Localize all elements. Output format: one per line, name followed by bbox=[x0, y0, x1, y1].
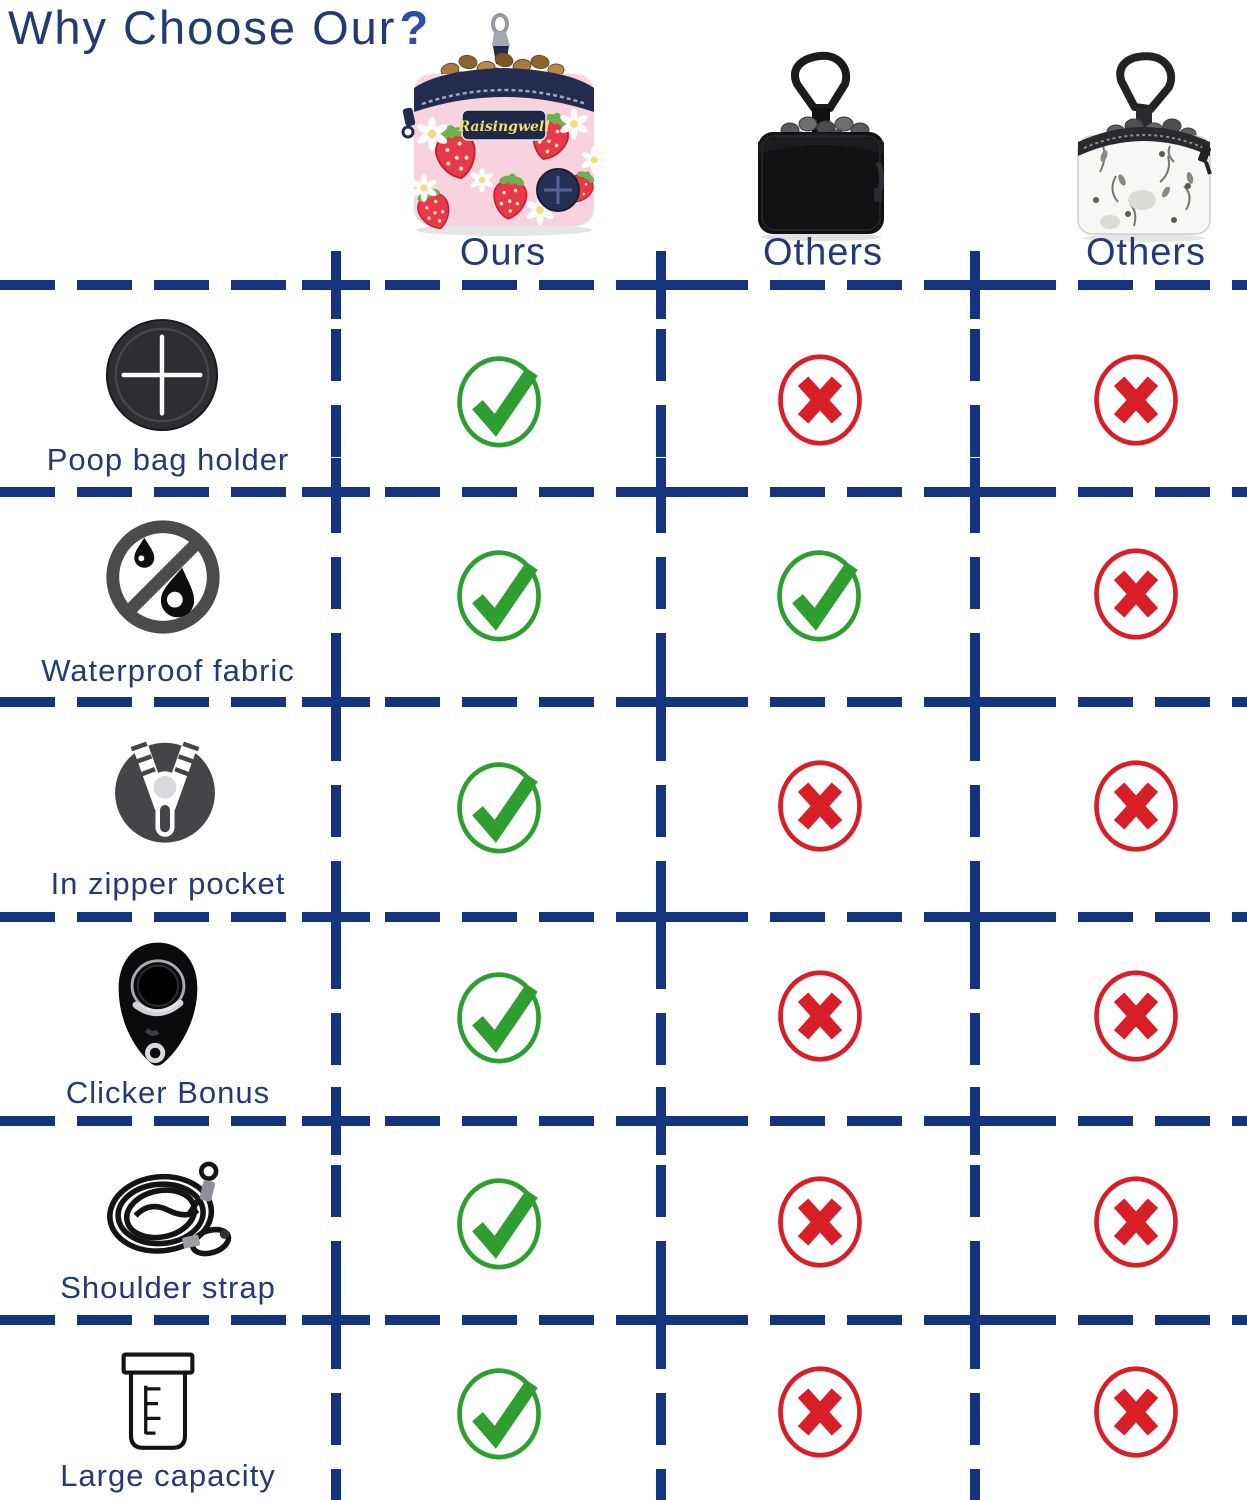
grid-plus-v bbox=[656, 458, 666, 526]
cell-cross bbox=[1089, 1361, 1183, 1463]
title-question-mark: ? bbox=[399, 1, 431, 54]
grid-hline bbox=[0, 280, 1247, 290]
grid-hline bbox=[0, 487, 1247, 497]
grid-plus-v bbox=[331, 251, 341, 319]
feature-label: Waterproof fabric bbox=[41, 653, 295, 688]
grid-plus-v bbox=[970, 251, 980, 319]
cross-icon bbox=[773, 349, 867, 451]
cross-icon bbox=[1089, 755, 1183, 857]
check-icon bbox=[453, 543, 547, 645]
check-icon bbox=[453, 965, 547, 1067]
grid-plus-v bbox=[656, 1286, 666, 1354]
check-icon bbox=[773, 543, 867, 645]
feature-label: Poop bag holder bbox=[46, 442, 290, 477]
feature-label: In zipper pocket bbox=[50, 866, 286, 901]
check-icon bbox=[453, 1361, 547, 1463]
poop-bag-dispenser bbox=[537, 169, 579, 211]
grid-plus-v bbox=[970, 458, 980, 526]
clicker-icon bbox=[110, 936, 206, 1074]
feature-icon-wrap bbox=[110, 936, 206, 1074]
feature-icon-wrap bbox=[113, 1347, 203, 1457]
cell-check bbox=[453, 349, 547, 451]
cell-cross bbox=[773, 1171, 867, 1273]
column-label-others-2: Others bbox=[1085, 231, 1207, 274]
capacity-icon bbox=[113, 1347, 203, 1457]
feature-label: Shoulder strap bbox=[60, 1270, 276, 1305]
grid-plus-v bbox=[656, 883, 666, 951]
grid-hline bbox=[0, 1116, 1247, 1126]
feature-icon-wrap bbox=[99, 513, 227, 641]
cross-icon bbox=[773, 755, 867, 857]
check-icon bbox=[453, 755, 547, 857]
grid-plus-v bbox=[970, 1087, 980, 1155]
grid-plus-v bbox=[656, 668, 666, 736]
cell-check bbox=[453, 755, 547, 857]
cell-cross bbox=[773, 965, 867, 1067]
cross-icon bbox=[1089, 1171, 1183, 1273]
feature-icon-wrap bbox=[106, 731, 224, 849]
feature-label: Clicker Bonus bbox=[65, 1075, 271, 1110]
cell-cross bbox=[773, 755, 867, 857]
zipper-icon bbox=[106, 731, 224, 849]
cell-cross bbox=[1089, 965, 1183, 1067]
column-label-others-1: Others bbox=[762, 231, 884, 274]
feature-label: Large capacity bbox=[60, 1458, 276, 1493]
cross-icon bbox=[773, 965, 867, 1067]
zipper-pull-icon bbox=[402, 107, 416, 137]
cell-cross bbox=[773, 349, 867, 451]
cross-icon bbox=[1089, 1361, 1183, 1463]
product-image-others-1 bbox=[750, 50, 892, 242]
column-label-ours: Ours bbox=[459, 231, 547, 274]
cell-check bbox=[453, 1171, 547, 1273]
brand-label bbox=[457, 110, 549, 140]
cross-icon bbox=[1089, 543, 1183, 645]
title-text: Why Choose Our bbox=[8, 1, 397, 54]
strap-icon bbox=[94, 1156, 242, 1268]
page-title bbox=[8, 0, 430, 55]
check-icon bbox=[453, 349, 547, 451]
grid-hline bbox=[0, 912, 1247, 922]
cell-cross bbox=[1089, 543, 1183, 645]
poop-bag-holder-icon bbox=[103, 316, 221, 434]
product-image-others-2 bbox=[1070, 50, 1218, 242]
feature-icon-wrap bbox=[94, 1156, 242, 1268]
grid-plus-v bbox=[970, 668, 980, 736]
cell-check bbox=[773, 543, 867, 645]
cell-check bbox=[453, 1361, 547, 1463]
grid-plus-v bbox=[656, 1087, 666, 1155]
grid-plus-v bbox=[970, 1286, 980, 1354]
cell-cross bbox=[773, 1361, 867, 1463]
grid-hline bbox=[0, 697, 1247, 707]
cross-icon bbox=[1089, 349, 1183, 451]
cell-check bbox=[453, 543, 547, 645]
carabiner-clip-icon bbox=[795, 56, 846, 108]
product-image-ours bbox=[398, 12, 610, 238]
cell-cross bbox=[1089, 349, 1183, 451]
cell-check bbox=[453, 965, 547, 1067]
grid-hline bbox=[0, 1315, 1247, 1325]
waterproof-icon bbox=[99, 513, 227, 641]
brand-label-text: Raisingwell bbox=[458, 119, 550, 135]
cross-icon bbox=[1089, 965, 1183, 1067]
grid-plus-v bbox=[970, 883, 980, 951]
cross-icon bbox=[773, 1171, 867, 1273]
carabiner-clip-icon bbox=[1116, 53, 1174, 112]
check-icon bbox=[453, 1171, 547, 1273]
cell-cross bbox=[1089, 1171, 1183, 1273]
cell-cross bbox=[1089, 755, 1183, 857]
grid-plus-v bbox=[656, 251, 666, 319]
cross-icon bbox=[773, 1361, 867, 1463]
feature-icon-wrap bbox=[103, 316, 221, 434]
